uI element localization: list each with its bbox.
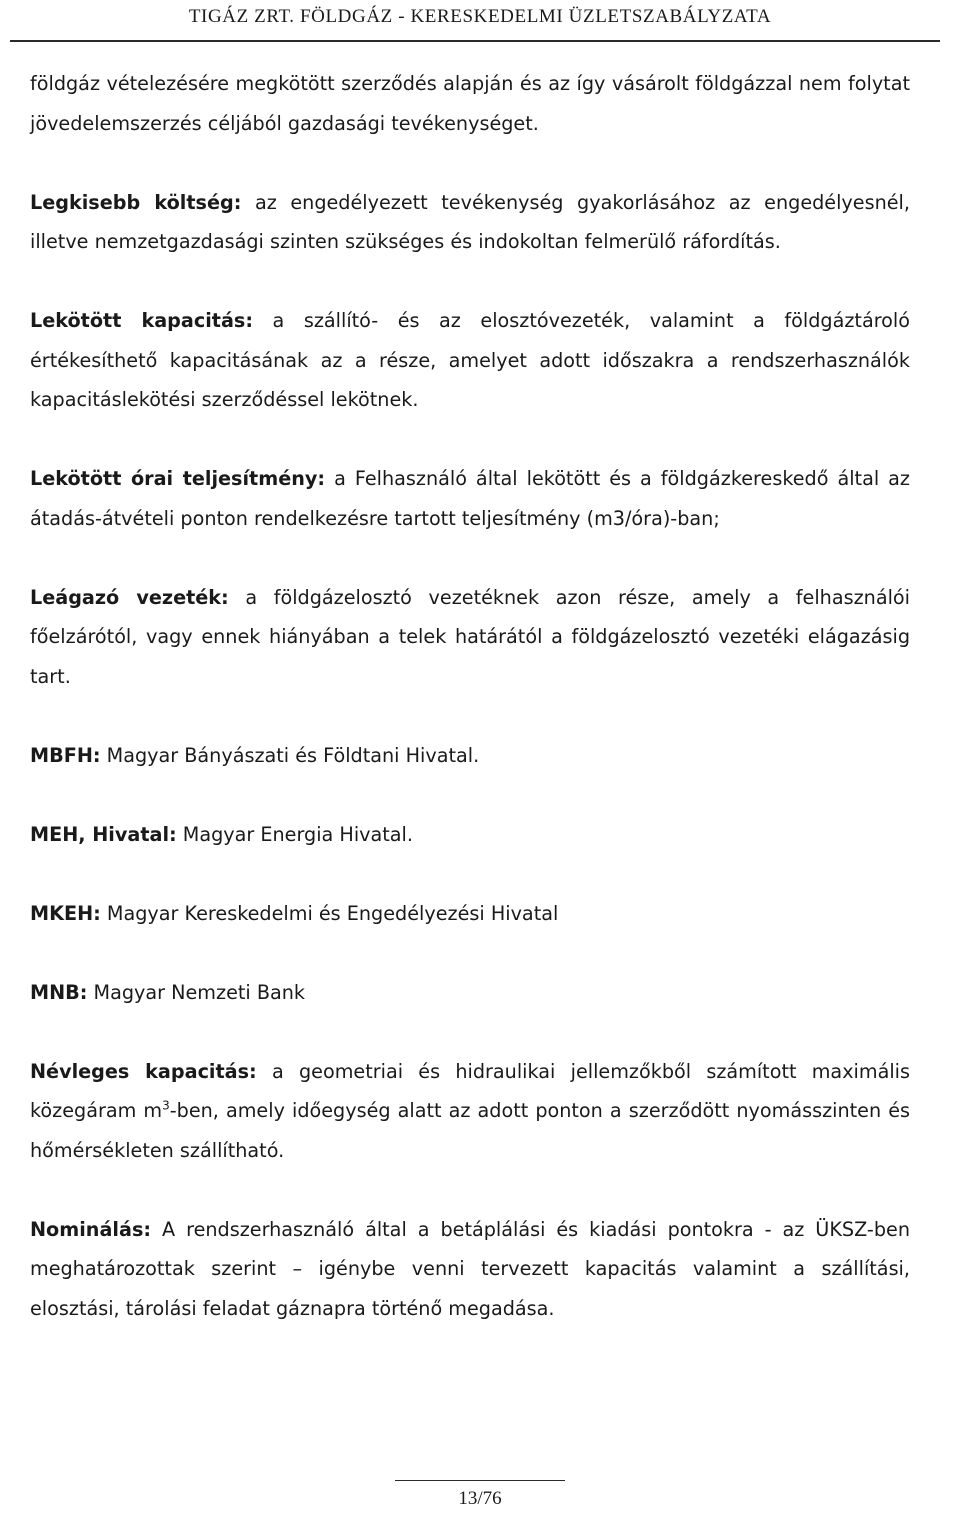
definition-leagazo-vezetek: [30, 578, 910, 697]
definition-term: Lekötött kapacitás:: [30, 309, 254, 332]
definition-lekotott-orai-teljesitmeny: [30, 459, 910, 538]
footer-divider: [395, 1480, 565, 1481]
definition-text: Magyar Energia Hivatal.: [176, 822, 413, 846]
definition-term: Legkisebb költség:: [30, 190, 242, 214]
definition-term: MKEH:: [30, 901, 101, 925]
definition-term: Nominálás:: [30, 1217, 152, 1241]
definition-mbfh: [30, 736, 910, 776]
paragraph-continuation: [30, 64, 910, 143]
definition-text: Magyar Bányászati és Földtani Hivatal.: [100, 743, 480, 767]
page-header-title: TIGÁZ ZRT. FÖLDGÁZ - KERESKEDELMI ÜZLETSZABÁLYZATA: [188, 6, 772, 27]
definition-term: Lekötött órai teljesítmény:: [30, 467, 326, 490]
definition-term: Leágazó vezeték:: [30, 585, 229, 609]
definition-term: MEH, Hivatal:: [30, 822, 177, 846]
definition-legkisebb-koltseg: [30, 183, 910, 262]
definition-lekotott-kapacitas: [30, 301, 910, 420]
superscript-exponent: 3: [162, 1098, 170, 1113]
definition-text-part-2: -ben, amely időegység alatt az adott ponton a szerződött nyomásszinten és hőmérsékleten szállítható.: [30, 1099, 911, 1162]
definition-text: az engedélyezett tevékenység gyakorlásához az engedélyesnél, illetve nemzetgazdasági szinten szükséges és indokoltan felmerülő ráfordítás.: [30, 190, 910, 253]
definition-nevleges-kapacitas: [30, 1052, 910, 1171]
definition-text: a Felhasználó által lekötött és a földgázkereskedő által az átadás-átvételi ponton rendelkezésre tartott teljesítmény (m3/óra)-ban;: [30, 467, 910, 530]
definition-meh: [30, 815, 910, 855]
definition-mnb: [30, 973, 910, 1013]
definition-term: Névleges kapacitás:: [30, 1059, 257, 1083]
definition-text: a szállító- és az elosztóvezeték, valamint a földgáztároló értékesíthető kapacitásának az a része, amelyet adott időszakra a rendszerhasználók kapacitáslekötési szerződéssel lekötnek.: [30, 309, 910, 411]
definition-text: a földgázelosztó vezetéknek azon része, amely a felhasználói főelzárótól, vagy ennek hiányában a telek határától a földgázelosztó vezetéki elágazásig tart.: [30, 585, 910, 688]
document-body: [30, 64, 910, 1368]
definition-nominalas: [30, 1210, 910, 1329]
paragraph-text: földgáz vételezésére megkötött szerződés alapján és az így vásárolt földgázzal nem folytat jövedelemszerzés céljából gazdasági tevékenységet.: [30, 72, 910, 135]
definition-text: A rendszerhasználó által a betáplálási és kiadási pontokra - az ÜKSZ-ben meghatározottak szerint – igénybe venni tervezett kapacitás valamint a szállítási, elosztási, tárolási feladat gáznapra történő megadása.: [30, 1217, 910, 1320]
definition-text: Magyar Kereskedelmi és Engedélyezési Hivatal: [100, 901, 559, 925]
definition-term: MNB:: [30, 980, 88, 1004]
header-divider: [10, 40, 940, 42]
definition-text-part-1: a geometriai és hidraulikai jellemzőkből számított maximális közegáram m: [30, 1059, 910, 1122]
definition-mkeh: [30, 894, 910, 934]
page-number: 13/76: [458, 1488, 502, 1509]
definition-term: MBFH:: [30, 743, 101, 767]
definition-text: Magyar Nemzeti Bank: [87, 980, 306, 1004]
